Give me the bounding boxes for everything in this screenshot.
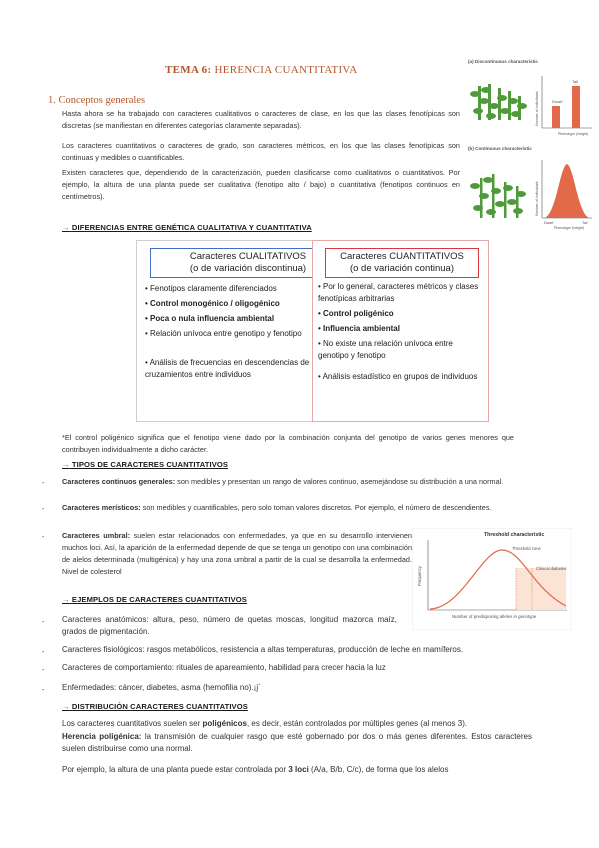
clinical-diabetes-label: Clinical diabetes — [536, 566, 567, 571]
arrow-right-icon: → — [62, 595, 70, 604]
fig1-b-ylabel: Number of individuals — [535, 181, 539, 216]
fig1-a-title: (a) Discontinuous characteristic — [468, 59, 538, 64]
threshold-figure — [412, 528, 572, 630]
threshold-zone-label: Threshold zone — [512, 546, 541, 551]
distribution-paragraph-2: Herencia poligénica: la transmisión de cualquier rasgo que esté gobernado por dos o más genes diferentes. Estos caracteres suelen distribuirse como una normal. — [62, 732, 532, 753]
bullet-dash: - — [42, 478, 45, 487]
type-meristic: Caracteres merísticos: son medibles y cuantificables, pero solo toman valores discretos. Por ejemplo, el número de descendientes. — [62, 503, 492, 512]
quantitative-box — [312, 240, 489, 422]
polygenic-note: *El control poligénico significa que el fenotipo viene dado por la combinación conjunta del genotipo de varios genes menores que contribuyen individualmente a dicho carácter. — [62, 433, 514, 454]
qual-item-5: • Análisis de frecuencias en descendencias de cruzamientos entre individuos — [145, 358, 310, 379]
quant-item-4: • No existe una relación unívoca entre genotipo y fenotipo — [318, 339, 453, 360]
heading-examples: → EJEMPLOS DE CARACTERES CUANTITATIVOS — [62, 595, 247, 604]
bullet-dash: - — [42, 647, 45, 656]
dwarf-bar — [552, 106, 560, 128]
type-continuous: Caracteres continuos generales: son medibles y presentan un rango de valores continuo, asemejándose su distribución a una normal. — [62, 477, 504, 486]
dwarf-plants-group — [470, 84, 527, 120]
intro-paragraph-2: Los caracteres cuantitativos o caracteres de grado, son caracteres métricos, en los que las clases fenotípicas son continuas y medibles o cuantificables. — [62, 141, 460, 162]
arrow-right-icon: → — [62, 702, 70, 711]
qual-item-4: • Relación unívoca entre genotipo y fenotipo — [145, 329, 302, 338]
example-behavioral: Caracteres de comportamiento: rituales de apareamiento, habilidad para crecer hacia la luz — [62, 663, 386, 672]
example-anatomical: Caracteres anatómicos: altura, peso, número de quetas moscas, longitud mazorca maíz, grados de pigmentación. — [62, 615, 397, 636]
bullet-dash: - — [42, 665, 45, 674]
fig1-b-dwarf: Dwarf — [544, 221, 554, 225]
quant-item-2: • Control poligénico — [318, 309, 394, 318]
qual-item-3: • Poca o nula influencia ambiental — [145, 314, 275, 323]
threshold-zone-shade — [516, 568, 566, 610]
distribution-paragraph-1: Los caracteres cuantitativos suelen ser poligénicos, es decir, están controlados por múltiples genes (al menos 3). — [62, 719, 468, 728]
dwarf-label: Dwarf — [552, 99, 563, 104]
example-physiological: Caracteres fisiológicos: rasgos metabólicos, resistencia a altas temperaturas, producción de leche en mamíferos. — [62, 645, 464, 654]
bullet-dash: - — [42, 685, 45, 694]
fig1-b-axes — [535, 160, 592, 230]
fig1-b-xlabel: Phenotype (height) — [554, 226, 585, 230]
arrow-right-icon: → — [62, 460, 70, 469]
intro-paragraph-3: Existen caracteres que, dependiendo de la caracterización, pueden clasificarse como cualitativos o cuantitativos. Por ejemplo, la altura de una planta puede ser cualitativa (fenotipo alto / bajo) o cuantitativa (fenotipos continuos en centímetros). — [62, 168, 460, 201]
distribution-paragraph-3: Por ejemplo, la altura de una planta puede estar controlada por 3 loci (A/a, B/b, C/c), de forma que los alelos — [62, 765, 449, 774]
heading-differences: → DIFERENCIAS ENTRE GENÉTICA CUALITATIVA Y CUANTITATIVA — [62, 223, 312, 232]
bullet-dash: - — [42, 504, 45, 513]
heading-distribution: → DISTRIBUCIÓN CARACTERES CUANTITATIVOS — [62, 702, 248, 711]
example-diseases: Enfermedades: cáncer, diabetes, asma (hemofilia no).¡j´ — [62, 683, 261, 692]
qual-item-1: • Fenotipos claramente diferenciados — [145, 284, 277, 293]
tall-label: Tall — [572, 79, 579, 84]
continuous-plants-group — [470, 174, 526, 218]
fig1-b-title: (b) Continuous characteristic — [468, 146, 532, 151]
quant-item-1: • Por lo general, caracteres métricos y clases fenotípicas arbitrarias — [318, 282, 479, 303]
fig2-title: Threshold characteristic — [484, 532, 545, 538]
fig2-xlabel: Number of predisposing alleles in genotype — [452, 614, 537, 619]
page-title: TEMA 6: HERENCIA CUANTITATIVA — [165, 64, 358, 76]
tall-bar — [572, 86, 580, 128]
normal-curve — [544, 164, 590, 218]
fig1-a-xlabel: Phenotype (height) — [558, 132, 589, 136]
type-threshold: Caracteres umbral: suelen estar relacionados con enfermedades, ya que en su desarrollo intervienen muchos loci. Así, la aparición de la enfermedad depende de que se tenga un genotipo con una combinación de alelos determinada (multigénica) y hay una zona umbral a partir de la cual se desarrolla la enfermedad. Nivel de colesterol — [62, 531, 412, 576]
fig1-a-axes — [535, 76, 592, 136]
fig1-a-ylabel: Number of individuals — [535, 91, 539, 126]
fig1-b-tall: Tall — [582, 221, 588, 225]
discontinuous-continuous-figure — [466, 56, 596, 231]
fig2-ylabel: Frequency — [417, 566, 422, 586]
qual-item-2: • Control monogénico / oligogénico — [145, 299, 280, 308]
heading-types: → TIPOS DE CARACTERES CUANTITATIVOS — [62, 460, 229, 469]
quant-item-5: • Análisis estadístico en grupos de individuos — [318, 372, 478, 381]
qualitative-header: Caracteres CUALITATIVOS (o de variación discontinua) — [150, 248, 346, 278]
quantitative-list — [318, 281, 483, 386]
intro-paragraph-1: Hasta ahora se ha trabajado con caracteres cualitativos o caracteres de clase, en los que las clases fenotípicas son discretas (se manifiestan en diferentes categorías claramente separadas). — [62, 109, 460, 130]
bullet-dash: - — [42, 617, 45, 626]
bullet-dash: - — [42, 532, 45, 541]
quant-item-3: • Influencia ambiental — [318, 324, 400, 333]
arrow-right-icon: → — [62, 223, 70, 232]
section-heading-1: 1. Conceptos generales — [48, 95, 146, 106]
quantitative-header: Caracteres CUANTITATIVOS (o de variación continua) — [325, 248, 479, 278]
